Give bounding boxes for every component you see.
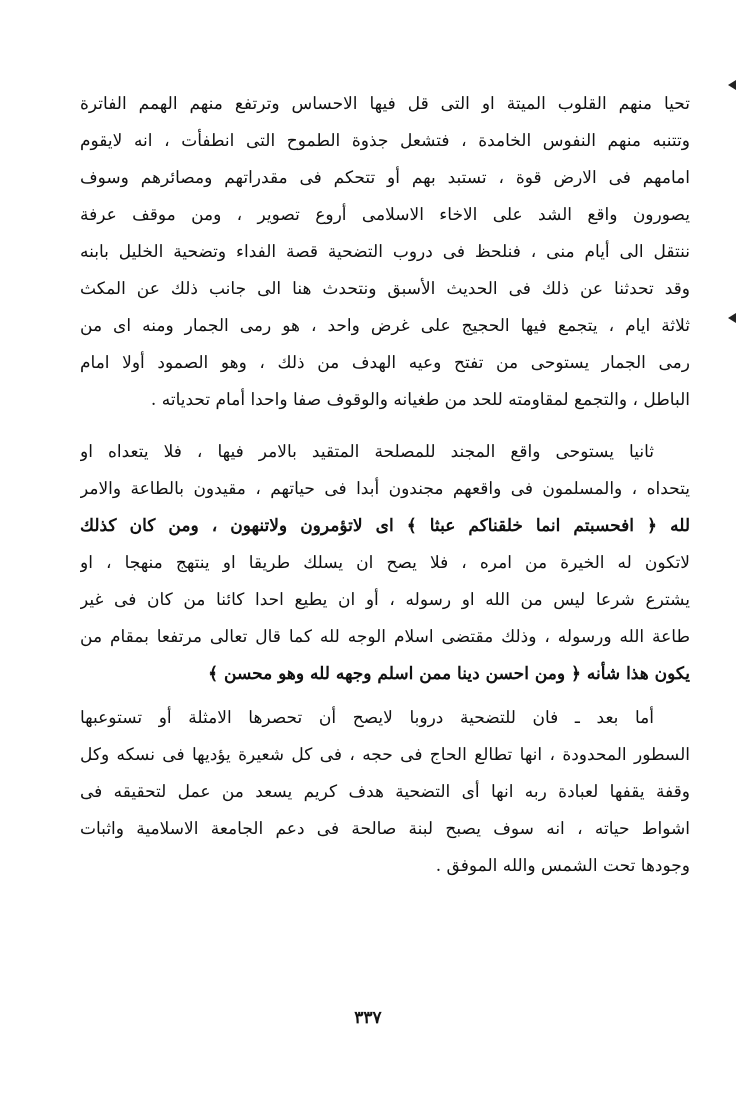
text-line: يكون هذا شأنه ﴿ ومن احسن دينا ممن اسلم وجهه لله وهو محسن ﴾ [208, 664, 690, 684]
text-line: رمى الجمار يستوحى من تفتح وعيه الهدف من ذلك ، وهو الصمود أولا امام [80, 353, 690, 373]
text-line: وقفة يقفها لعبادة ربه انها أى التضحية هدف كريم يسعد من عمل لتحقيقه فى [80, 782, 690, 802]
text-line: الباطل ، والتجمع لمقاومته للحد من طغيانه والوقوف صفا واحدا أمام تحدياته . [150, 390, 690, 410]
text-line: يتحداه ، والمسلمون فى واقعهم مجندون أبدا فى حياتهم ، مقيدون بالطاعة والامر [80, 479, 690, 499]
text-line: ننتقل الى أيام منى ، فنلحظ فى دروب التضحية قصة الفداء وتضحية الخليل بابنه [80, 242, 690, 262]
text-line: يشترع شرعا ليس من الله او رسوله ، أو ان يطيع احدا كائنا من كان فى غير [80, 590, 690, 610]
text-line: تحيا منهم القلوب الميتة او التى قل فيها الاحساس وترتفع منهم الهمم الفاترة [80, 94, 690, 114]
text-line: اشواط حياته ، انه سوف يصبح لبنة صالحة فى دعم الجامعة الاسلامية واثبات [80, 819, 690, 839]
text-line: ثلاثة ايام ، يتجمع فيها الحجيج على غرض واحد ، هو رمى الجمار ومنه اى من [80, 316, 690, 336]
text-line: السطور المحدودة ، انها تطالع الحاج فى حجه ، فى كل شعيرة يؤديها فى نسكه وكل [80, 745, 690, 765]
page-number: ٣٣٧ [354, 1008, 382, 1028]
text-line: لله ﴿ افحسبتم انما خلقناكم عبثا ﴾ اى لاتؤمرون ولاتنهون ، ومن كان كذلك [80, 516, 690, 536]
paragraph-1 [80, 86, 690, 419]
text-line: امامهم فى الارض قوة ، تستبد بهم أو تتحكم فى مقدراتهم ومصائرهم وسوف [80, 168, 690, 188]
page-edge-mark [728, 80, 736, 90]
text-line: ثانيا يستوحى واقع المجند للمصلحة المتقيد بالامر فيها ، فلا يتعداه او [80, 442, 654, 462]
text-line: وتتنبه منهم النفوس الخامدة ، فتشعل جذوة الطموح التى انطفأت ، انه لايقوم [80, 131, 690, 151]
paragraph-2 [80, 434, 690, 693]
page-edge-mark [728, 313, 736, 323]
paragraph-3 [80, 700, 690, 885]
text-line: أما بعد ـ فان للتضحية دروبا لايصح أن تحصرها الامثلة أو تستوعبها [80, 708, 654, 728]
text-line: لاتكون له الخيرة من امره ، فلا يصح ان يسلك طريقا او ينتهج منهجا ، او [80, 553, 690, 573]
text-line: وقد تحدثنا عن ذلك فى الحديث الأسبق ونتحدث هنا الى جانب ذلك عن المكث [80, 279, 690, 299]
text-line: وجودها تحت الشمس والله الموفق . [435, 856, 690, 876]
text-line: طاعة الله ورسوله ، وذلك مقتضى اسلام الوجه لله كما قال تعالى مرتفعا بمقام من [80, 627, 690, 647]
text-line: يصورون واقع الشد على الاخاء الاسلامى أروع تصوير ، ومن موقف عرفة [80, 205, 690, 225]
